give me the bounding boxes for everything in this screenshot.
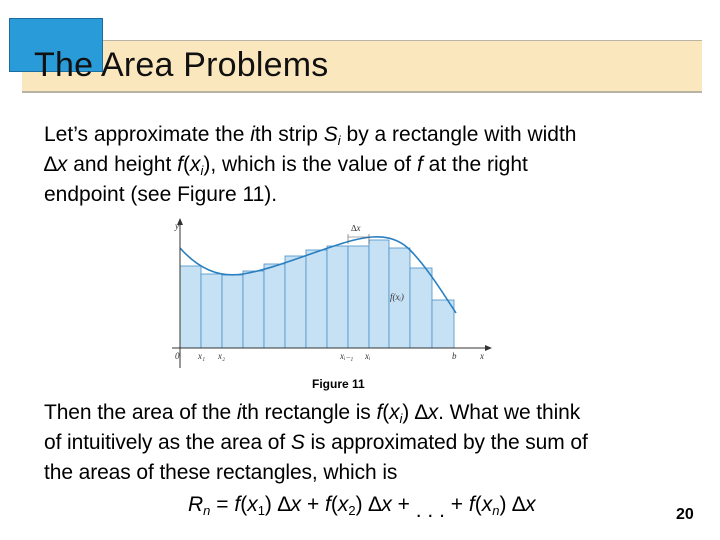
rectangle-12 [410,268,432,348]
rectangle-7 [306,250,327,348]
origin-label: 0 [175,351,180,361]
xi-label: xᵢ [365,351,371,361]
xi-minus-1-label: xᵢ₋₁ [340,351,354,361]
rectangle-13 [432,300,454,348]
x-axis-label: x [480,351,484,361]
delta-x-label: ∆x [351,223,361,233]
rectangle-3 [222,275,243,348]
rectangle-4 [243,271,264,348]
riemann-sum-formula: $R_n = f(x_1) \Delta x + f(x_2) \Delta x$ + . . . + $f(x_n)$ ∆x [188,493,536,522]
slide-title: The Area Problems [34,46,329,84]
rectangle-5 [264,264,285,348]
rectangle-6 [285,256,306,348]
x2-label: x₂ [218,351,226,361]
paragraph-approximation: Let’s approximate the ith strip $S_i$ by a rectangle with width ∆x and height $f(x_i)$, which is the value of f at the right endpoint (see Figure 11). [44,123,577,206]
paragraph-area-sum: Then the area of the ith rectangle is $f(x_i)$ ∆x. What we think of intuitively as the area of S is approximated by the sum of the areas of these rectangles, which is [44,401,588,484]
b-label: b [452,351,457,361]
rectangle-9 [348,246,369,348]
x1-label: x₁ [198,351,206,361]
rectangles [180,240,454,348]
x-axis-arrow [485,345,492,351]
rectangle-1 [180,266,201,348]
rectangle-2 [201,274,222,348]
page-number: 20 [676,506,694,523]
figure-caption: Figure 11 [312,377,365,391]
f-xi-label: f(xᵢ) [390,292,404,302]
y-axis-label: y [175,221,179,231]
rectangle-10 [369,240,389,348]
figure-11-graph [158,218,498,378]
rectangle-8 [327,246,348,348]
